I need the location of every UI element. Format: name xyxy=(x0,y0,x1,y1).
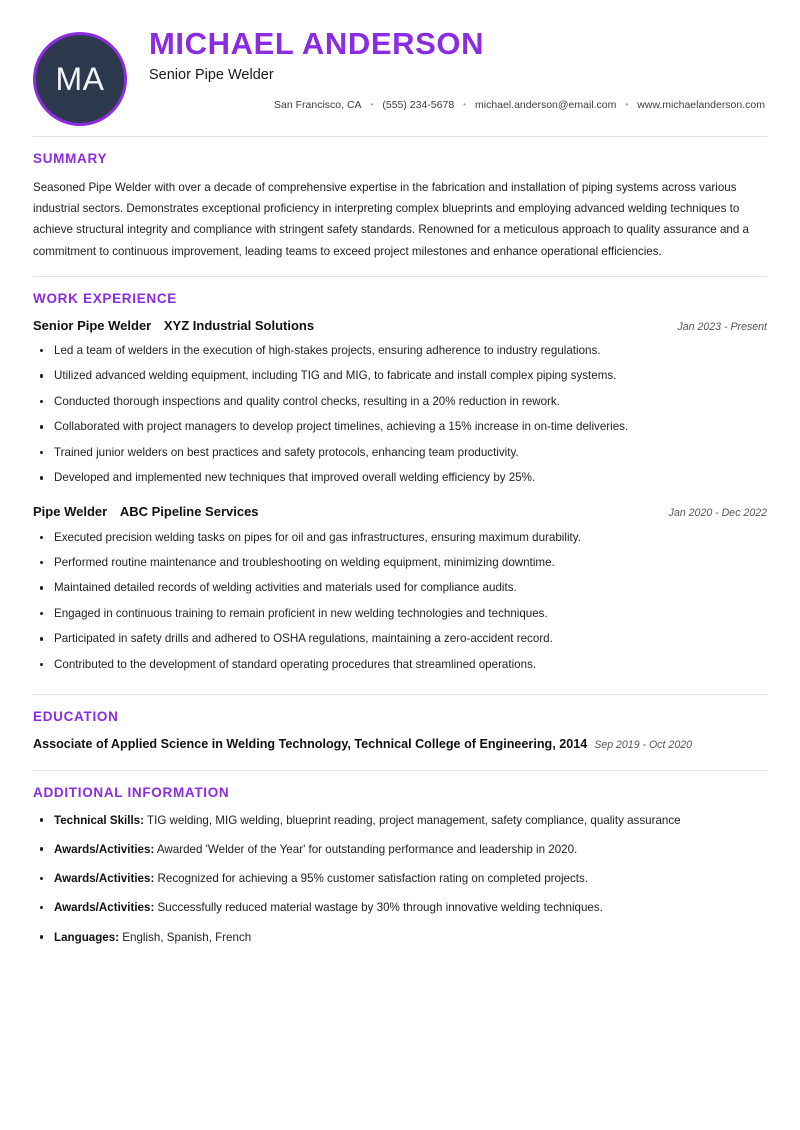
avatar xyxy=(33,32,127,126)
additional-info-value: Awarded 'Welder of the Year' for outstanding performance and leadership in 2020. xyxy=(156,842,578,856)
section-heading-work-experience: WORK EXPERIENCE xyxy=(33,290,178,306)
section-heading-additional-information: ADDITIONAL INFORMATION xyxy=(33,784,230,800)
experience-bullet: Developed and implemented new techniques that improved overall welding efficiency by 25%. xyxy=(33,469,767,487)
additional-info-label: Awards/Activities: xyxy=(54,872,155,886)
experience-date-range: Jan 2023 - Present xyxy=(677,320,767,333)
experience-title-company xyxy=(33,317,314,335)
section-heading-education: EDUCATION xyxy=(33,708,119,724)
education-item xyxy=(33,735,767,770)
experience-item-header xyxy=(33,317,767,335)
avatar-initials: MA xyxy=(55,60,105,97)
education-date-range: Sep 2019 - Oct 2020 xyxy=(594,738,692,751)
additional-info-item xyxy=(33,840,767,859)
experience-bullet: Performed routine maintenance and troubleshooting on welding equipment, minimizing downtime. xyxy=(33,554,767,572)
additional-info-value: Recognized for achieving a 95% customer satisfaction rating on completed projects. xyxy=(157,872,589,886)
additional-info-label: Technical Skills: xyxy=(54,813,144,827)
contact-website[interactable]: www.michaelanderson.com xyxy=(637,99,765,112)
experience-list xyxy=(33,317,767,694)
experience-item-header xyxy=(33,503,767,521)
bullet-separator-icon: • xyxy=(370,100,374,110)
contact-location: San Francisco, CA xyxy=(274,99,362,112)
experience-bullet: Participated in safety drills and adhered to OSHA regulations, maintaining a zero-accident record. xyxy=(33,630,767,648)
additional-info-value: English, Spanish, French xyxy=(122,930,252,944)
experience-bullet: Utilized advanced welding equipment, including TIG and MIG, to fabricate and install complex piping systems. xyxy=(33,367,767,385)
education-degree: Associate of Applied Science in Welding Technology, Technical College of Engineering, 2014 xyxy=(33,736,588,751)
experience-bullet: Engaged in continuous training to remain proficient in new welding technologies and techniques. xyxy=(33,605,767,623)
additional-info-value: Successfully reduced material wastage by 30% through innovative welding techniques. xyxy=(157,901,603,915)
experience-bullet: Trained junior welders on best practices and safety protocols, enhancing team productivity. xyxy=(33,444,767,462)
section-work-experience xyxy=(33,277,767,694)
page-title: MICHAEL ANDERSON xyxy=(149,26,485,61)
experience-bullet: Maintained detailed records of welding activities and materials used for compliance audits. xyxy=(33,579,767,597)
section-additional-information xyxy=(33,771,767,967)
experience-date-range: Jan 2020 - Dec 2022 xyxy=(668,507,767,520)
experience-item xyxy=(33,503,767,674)
additional-info-label: Awards/Activities: xyxy=(54,842,155,856)
experience-title-company xyxy=(33,503,259,521)
experience-item xyxy=(33,317,767,488)
additional-info-item xyxy=(33,898,767,917)
section-heading-summary: SUMMARY xyxy=(33,151,108,166)
resume-header xyxy=(33,0,767,136)
experience-job-title: Pipe Welder xyxy=(33,504,108,520)
bullet-separator-icon: • xyxy=(463,100,466,110)
section-education xyxy=(33,695,767,770)
experience-bullet-list xyxy=(33,342,767,487)
experience-bullet-list xyxy=(33,529,767,674)
additional-info-label: Awards/Activities: xyxy=(54,901,155,915)
experience-bullet: Contributed to the development of standard operating procedures that streamlined operations. xyxy=(33,656,767,674)
additional-info-item xyxy=(33,811,767,830)
experience-bullet: Led a team of welders in the execution of high-stakes projects, ensuring adherence to industry regulations. xyxy=(33,342,767,360)
contact-email[interactable]: michael.anderson@email.com xyxy=(474,99,617,112)
additional-info-list xyxy=(33,811,767,967)
experience-company: ABC Pipeline Services xyxy=(119,504,259,520)
contact-phone[interactable]: (555) 234-5678 xyxy=(382,99,455,112)
summary-text: Seasoned Pipe Welder with over a decade of comprehensive expertise in the fabrication and installation of piping systems across various industrial sectors. Demonstrates exceptional proficiency in interpreting complex blueprints and employing advanced welding techniques to achieve structural integrity and compliance with stringent safety standards. Renowned for a meticulous approach to quality assurance and a commitment to continuous improvement, leading teams to exceed project milestones and enhance operational efficiencies. xyxy=(33,181,749,258)
additional-info-item xyxy=(33,869,767,888)
experience-company: XYZ Industrial Solutions xyxy=(163,317,315,333)
job-role-subtitle: Senior Pipe Welder xyxy=(149,66,274,83)
experience-bullet: Conducted thorough inspections and quality control checks, resulting in a 20% reduction in rework. xyxy=(33,393,767,411)
experience-bullet: Collaborated with project managers to develop project timelines, achieving a 15% increase in on-time deliveries. xyxy=(33,418,767,436)
additional-info-item xyxy=(33,928,767,947)
section-summary xyxy=(33,137,767,276)
additional-info-value: TIG welding, MIG welding, blueprint reading, project management, safety compliance, quality assurance xyxy=(147,813,681,827)
experience-job-title: Senior Pipe Welder xyxy=(33,317,152,333)
experience-bullet: Executed precision welding tasks on pipes for oil and gas infrastructures, ensuring maximum durability. xyxy=(33,529,767,547)
header-text-block xyxy=(127,26,767,114)
additional-info-label: Languages: xyxy=(54,930,120,944)
contact-info xyxy=(149,98,767,114)
bullet-separator-icon: • xyxy=(625,100,629,110)
